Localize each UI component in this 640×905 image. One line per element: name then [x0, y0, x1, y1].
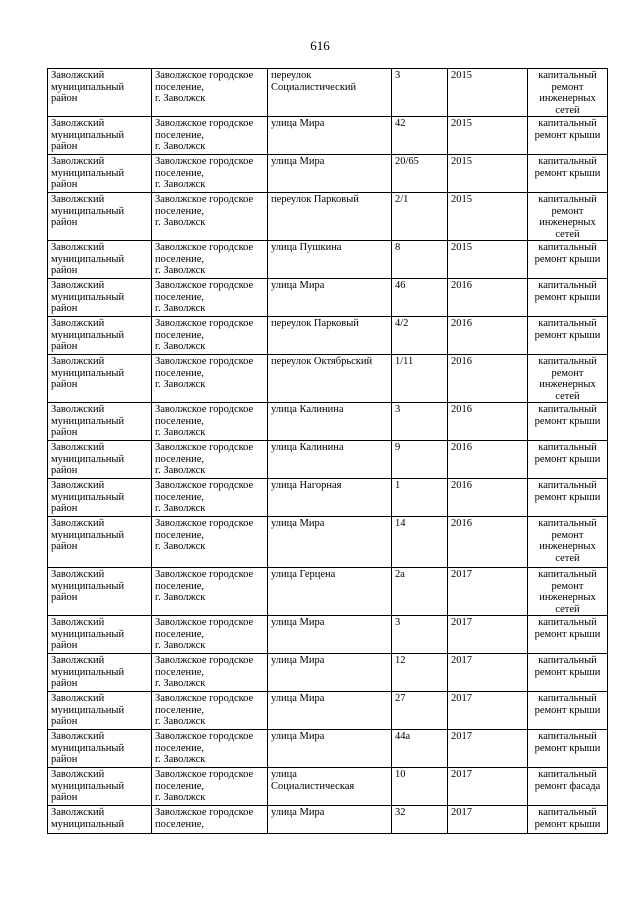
settlement-cell: Заволжское городское поселение, г. Заволжск — [152, 616, 268, 654]
year-cell: 2016 — [448, 279, 528, 317]
work-type-cell: капитальный ремонт крыши — [528, 730, 608, 768]
district-cell: Заволжский муниципальный район — [48, 403, 152, 441]
settlement-cell: Заволжское городское поселение, г. Заволжск — [152, 568, 268, 616]
settlement-cell: Заволжское городское поселение, г. Заволжск — [152, 355, 268, 403]
table-row — [48, 403, 608, 441]
district-cell: Заволжский муниципальный район — [48, 479, 152, 517]
district-cell: Заволжский муниципальный район — [48, 155, 152, 193]
street-cell: переулок Парковый — [268, 317, 392, 355]
street-cell: улица Мира — [268, 517, 392, 568]
table-row — [48, 517, 608, 568]
house-number-cell: 3 — [392, 69, 448, 117]
house-number-cell: 10 — [392, 768, 448, 806]
settlement-cell: Заволжское городское поселение, г. Заволжск — [152, 654, 268, 692]
work-type-cell: капитальный ремонт крыши — [528, 692, 608, 730]
settlement-cell: Заволжское городское поселение, г. Заволжск — [152, 403, 268, 441]
district-cell: Заволжский муниципальный район — [48, 441, 152, 479]
table-row — [48, 355, 608, 403]
year-cell: 2016 — [448, 317, 528, 355]
house-number-cell: 46 — [392, 279, 448, 317]
year-cell: 2016 — [448, 441, 528, 479]
house-number-cell: 1/11 — [392, 355, 448, 403]
work-type-cell: капитальный ремонт крыши — [528, 616, 608, 654]
house-number-cell: 12 — [392, 654, 448, 692]
table-row — [48, 117, 608, 155]
house-number-cell: 4/2 — [392, 317, 448, 355]
work-type-cell: капитальный ремонт крыши — [528, 403, 608, 441]
house-number-cell: 3 — [392, 616, 448, 654]
street-cell: улица Мира — [268, 806, 392, 834]
street-cell: улица Калинина — [268, 441, 392, 479]
year-cell: 2015 — [448, 117, 528, 155]
settlement-cell: Заволжское городское поселение, г. Заволжск — [152, 441, 268, 479]
table-row — [48, 279, 608, 317]
year-cell: 2017 — [448, 654, 528, 692]
street-cell: улица Калинина — [268, 403, 392, 441]
year-cell: 2017 — [448, 616, 528, 654]
street-cell: улица Мира — [268, 692, 392, 730]
district-cell: Заволжский муниципальный район — [48, 768, 152, 806]
street-cell: улица Мира — [268, 654, 392, 692]
year-cell: 2016 — [448, 355, 528, 403]
house-number-cell: 27 — [392, 692, 448, 730]
table-row — [48, 730, 608, 768]
district-cell: Заволжский муниципальный район — [48, 193, 152, 241]
table-row — [48, 692, 608, 730]
year-cell: 2017 — [448, 806, 528, 834]
year-cell: 2017 — [448, 768, 528, 806]
table-row — [48, 768, 608, 806]
house-number-cell: 3 — [392, 403, 448, 441]
year-cell: 2016 — [448, 479, 528, 517]
year-cell: 2017 — [448, 568, 528, 616]
house-number-cell: 32 — [392, 806, 448, 834]
work-type-cell: капитальный ремонт крыши — [528, 654, 608, 692]
settlement-cell: Заволжское городское поселение, г. Заволжск — [152, 117, 268, 155]
street-cell: переулок Октябрьский — [268, 355, 392, 403]
house-number-cell: 2/1 — [392, 193, 448, 241]
street-cell: переулок Парковый — [268, 193, 392, 241]
house-number-cell: 42 — [392, 117, 448, 155]
district-cell: Заволжский муниципальный район — [48, 355, 152, 403]
work-type-cell: капитальный ремонт инженерных сетей — [528, 69, 608, 117]
table-row — [48, 317, 608, 355]
year-cell: 2015 — [448, 69, 528, 117]
work-type-cell: капитальный ремонт крыши — [528, 241, 608, 279]
street-cell: переулок Социалистический — [268, 69, 392, 117]
settlement-cell: Заволжское городское поселение, г. Заволжск — [152, 768, 268, 806]
settlement-cell: Заволжское городское поселение, г. Заволжск — [152, 193, 268, 241]
table-row — [48, 241, 608, 279]
street-cell: улица Пушкина — [268, 241, 392, 279]
house-number-cell: 44а — [392, 730, 448, 768]
district-cell: Заволжский муниципальный район — [48, 517, 152, 568]
house-number-cell: 20/65 — [392, 155, 448, 193]
table-row — [48, 616, 608, 654]
district-cell: Заволжский муниципальный район — [48, 117, 152, 155]
work-type-cell: капитальный ремонт крыши — [528, 441, 608, 479]
work-type-cell: капитальный ремонт крыши — [528, 117, 608, 155]
street-cell: улица Нагорная — [268, 479, 392, 517]
table-row — [48, 654, 608, 692]
work-type-cell: капитальный ремонт крыши — [528, 479, 608, 517]
street-cell: улица Социалистическая — [268, 768, 392, 806]
district-cell: Заволжский муниципальный район — [48, 692, 152, 730]
district-cell: Заволжский муниципальный район — [48, 241, 152, 279]
house-number-cell: 14 — [392, 517, 448, 568]
settlement-cell: Заволжское городское поселение, г. Заволжск — [152, 279, 268, 317]
work-type-cell: капитальный ремонт крыши — [528, 806, 608, 834]
district-cell: Заволжский муниципальный район — [48, 69, 152, 117]
settlement-cell: Заволжское городское поселение, г. Заволжск — [152, 317, 268, 355]
year-cell: 2015 — [448, 241, 528, 279]
year-cell: 2016 — [448, 517, 528, 568]
year-cell: 2017 — [448, 692, 528, 730]
work-type-cell: капитальный ремонт инженерных сетей — [528, 517, 608, 568]
street-cell: улица Герцена — [268, 568, 392, 616]
work-type-cell: капитальный ремонт крыши — [528, 317, 608, 355]
table-body — [48, 69, 608, 834]
page-number: 616 — [310, 38, 330, 53]
year-cell: 2015 — [448, 193, 528, 241]
table-row — [48, 69, 608, 117]
work-type-cell: капитальный ремонт фасада — [528, 768, 608, 806]
work-type-cell: капитальный ремонт крыши — [528, 155, 608, 193]
house-number-cell: 8 — [392, 241, 448, 279]
settlement-cell: Заволжское городское поселение, — [152, 806, 268, 834]
year-cell: 2017 — [448, 730, 528, 768]
table-row — [48, 806, 608, 834]
work-type-cell: капитальный ремонт крыши — [528, 279, 608, 317]
district-cell: Заволжский муниципальный район — [48, 730, 152, 768]
work-type-cell: капитальный ремонт инженерных сетей — [528, 355, 608, 403]
district-cell: Заволжский муниципальный район — [48, 279, 152, 317]
work-type-cell: капитальный ремонт инженерных сетей — [528, 568, 608, 616]
settlement-cell: Заволжское городское поселение, г. Заволжск — [152, 241, 268, 279]
street-cell: улица Мира — [268, 117, 392, 155]
house-number-cell: 9 — [392, 441, 448, 479]
table-row — [48, 479, 608, 517]
street-cell: улица Мира — [268, 616, 392, 654]
settlement-cell: Заволжское городское поселение, г. Заволжск — [152, 692, 268, 730]
district-cell: Заволжский муниципальный район — [48, 654, 152, 692]
table-row — [48, 441, 608, 479]
house-number-cell: 2а — [392, 568, 448, 616]
year-cell: 2016 — [448, 403, 528, 441]
table-row — [48, 193, 608, 241]
district-cell: Заволжский муниципальный район — [48, 317, 152, 355]
year-cell: 2015 — [448, 155, 528, 193]
settlement-cell: Заволжское городское поселение, г. Заволжск — [152, 69, 268, 117]
street-cell: улица Мира — [268, 730, 392, 768]
work-type-cell: капитальный ремонт инженерных сетей — [528, 193, 608, 241]
settlement-cell: Заволжское городское поселение, г. Заволжск — [152, 517, 268, 568]
settlement-cell: Заволжское городское поселение, г. Заволжск — [152, 155, 268, 193]
settlement-cell: Заволжское городское поселение, г. Заволжск — [152, 479, 268, 517]
house-number-cell: 1 — [392, 479, 448, 517]
street-cell: улица Мира — [268, 155, 392, 193]
buildings-table — [47, 68, 608, 834]
district-cell: Заволжский муниципальный — [48, 806, 152, 834]
table-row — [48, 568, 608, 616]
settlement-cell: Заволжское городское поселение, г. Заволжск — [152, 730, 268, 768]
district-cell: Заволжский муниципальный район — [48, 568, 152, 616]
table-row — [48, 155, 608, 193]
district-cell: Заволжский муниципальный район — [48, 616, 152, 654]
street-cell: улица Мира — [268, 279, 392, 317]
